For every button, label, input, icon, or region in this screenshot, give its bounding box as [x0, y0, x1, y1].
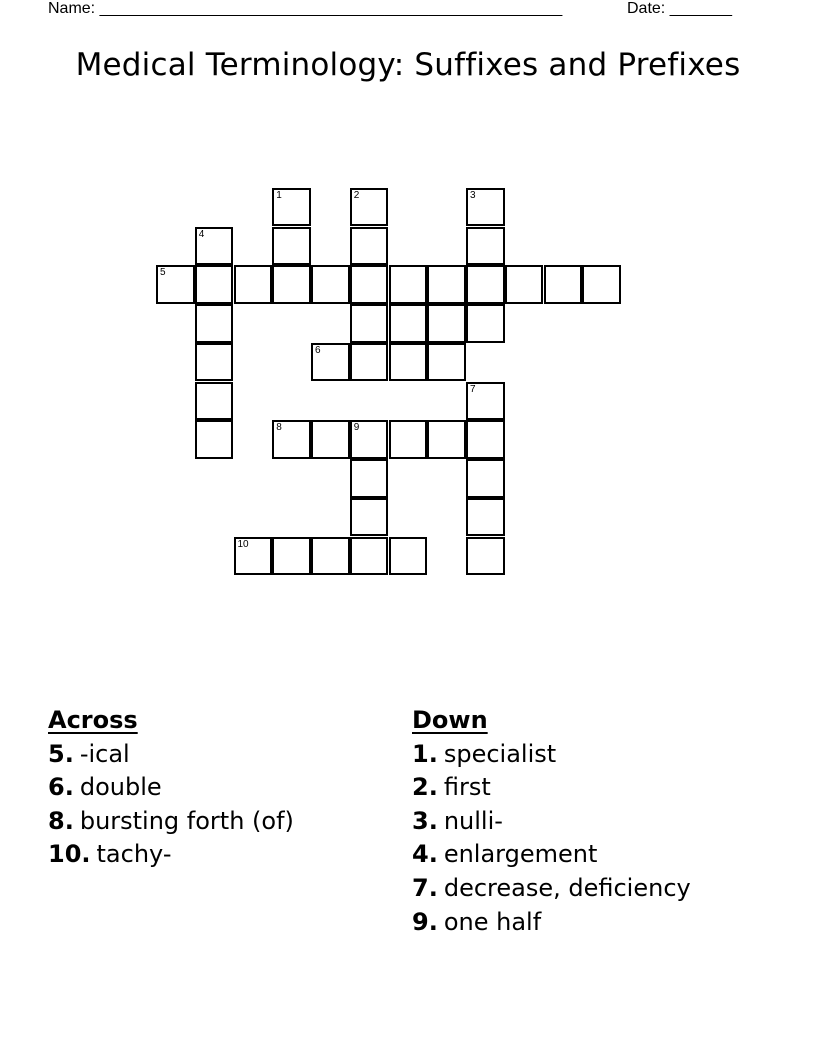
cell-number: 2 [353, 189, 360, 201]
clue-number: 4. [412, 840, 438, 869]
grid-cell[interactable] [350, 343, 389, 382]
page-title: Medical Terminology: Suffixes and Prefixes [75, 47, 741, 83]
clue-number: 7. [412, 873, 438, 902]
grid-cell[interactable] [350, 265, 389, 304]
clue-text: bursting forth (of) [79, 806, 294, 835]
grid-cell[interactable] [234, 537, 273, 576]
grid-cell[interactable] [427, 343, 466, 382]
clue-item [412, 872, 691, 906]
grid-cell[interactable] [389, 304, 428, 343]
cell-number: 8 [276, 422, 282, 434]
grid-cell[interactable] [582, 265, 621, 304]
grid-cell[interactable] [427, 420, 466, 459]
date-field-line: Date: _______ [627, 0, 732, 17]
grid-cell[interactable] [389, 537, 428, 576]
grid-cell[interactable] [311, 343, 350, 382]
clue-text: double [79, 773, 162, 802]
clue-number: 3. [412, 806, 438, 835]
clue-item [48, 738, 294, 772]
clue-text: nulli- [443, 806, 503, 835]
clue-text: specialist [443, 739, 557, 768]
cell-number: 10 [237, 538, 249, 550]
clue-text: tachy- [96, 840, 172, 869]
grid-cell[interactable] [466, 382, 505, 421]
clue-item [412, 771, 691, 805]
cell-number: 9 [353, 422, 360, 434]
grid-cell[interactable] [466, 227, 505, 266]
clue-number: 1. [412, 739, 438, 768]
grid-cell[interactable] [272, 265, 311, 304]
clue-item [412, 838, 691, 872]
grid-cell[interactable] [350, 420, 389, 459]
grid-cell[interactable] [195, 227, 234, 266]
grid-cell[interactable] [505, 265, 544, 304]
grid-cell[interactable] [195, 265, 234, 304]
clue-item [412, 738, 691, 772]
grid-cell[interactable] [350, 227, 389, 266]
grid-cell[interactable] [311, 420, 350, 459]
grid-cell[interactable] [427, 304, 466, 343]
grid-cell[interactable] [156, 265, 195, 304]
grid-cell[interactable] [272, 227, 311, 266]
clue-number: 2. [412, 773, 438, 802]
grid-cell[interactable] [311, 265, 350, 304]
grid-cell[interactable] [234, 265, 273, 304]
cell-number: 6 [315, 344, 321, 356]
grid-cell[interactable] [195, 304, 234, 343]
grid-cell[interactable] [466, 420, 505, 459]
clue-item [412, 906, 691, 940]
cell-number: 1 [276, 189, 282, 201]
across-clues [48, 704, 294, 872]
grid-cell[interactable] [272, 420, 311, 459]
clue-text: -ical [79, 739, 130, 768]
clue-item [48, 838, 294, 872]
clue-item [48, 805, 294, 839]
grid-cell[interactable] [466, 537, 505, 576]
grid-cell[interactable] [195, 382, 234, 421]
grid-cell[interactable] [466, 188, 505, 227]
clue-number: 8. [48, 806, 74, 835]
cell-number: 3 [470, 189, 476, 201]
clue-text: one half [443, 907, 542, 936]
grid-cell[interactable] [466, 459, 505, 498]
down-heading: Down [412, 706, 488, 734]
down-clues [412, 704, 691, 939]
grid-cell[interactable] [195, 343, 234, 382]
clue-text: enlargement [443, 840, 598, 869]
grid-cell[interactable] [427, 265, 466, 304]
grid-cell[interactable] [350, 498, 389, 537]
grid-cell[interactable] [544, 265, 583, 304]
clue-number: 5. [48, 739, 74, 768]
cell-number: 5 [160, 267, 166, 279]
grid-cell[interactable] [389, 420, 428, 459]
cell-number: 4 [198, 228, 205, 240]
grid-cell[interactable] [350, 304, 389, 343]
clue-text: decrease, deficiency [443, 873, 691, 902]
grid-cell[interactable] [311, 537, 350, 576]
grid-cell[interactable] [389, 265, 428, 304]
grid-cell[interactable] [466, 498, 505, 537]
grid-cell[interactable] [466, 304, 505, 343]
grid-cell[interactable] [272, 537, 311, 576]
clue-number: 10. [48, 840, 91, 869]
clue-item [48, 771, 294, 805]
grid-cell[interactable] [466, 265, 505, 304]
grid-cell[interactable] [195, 420, 234, 459]
clue-item [412, 805, 691, 839]
grid-cell[interactable] [350, 537, 389, 576]
grid-cell[interactable] [389, 343, 428, 382]
grid-cell[interactable] [350, 459, 389, 498]
clue-text: first [443, 773, 491, 802]
grid-cell[interactable] [272, 188, 311, 227]
grid-cell[interactable] [350, 188, 389, 227]
name-field-line: Name: ____________________________________________________ [48, 0, 563, 17]
across-heading: Across [48, 706, 138, 734]
clue-number: 9. [412, 907, 438, 936]
clue-number: 6. [48, 773, 74, 802]
cell-number: 7 [470, 383, 476, 395]
